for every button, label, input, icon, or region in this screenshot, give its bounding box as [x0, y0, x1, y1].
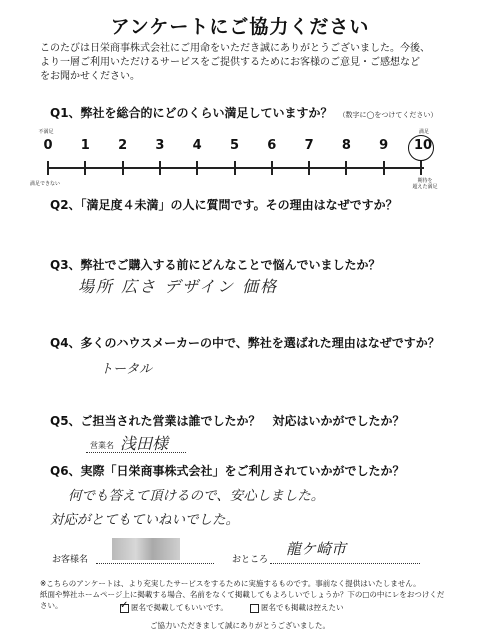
sales-rep-answer: 浅田様: [120, 434, 169, 453]
scale-number: 7: [304, 138, 314, 153]
consent-option-1[interactable]: [120, 602, 228, 613]
sales-rep-label: 営業名: [90, 441, 114, 450]
scale-number: 2: [118, 138, 128, 153]
scale-tick: [122, 161, 124, 175]
scale-number: 8: [341, 138, 351, 153]
question-3: Q3、弊社でご購入する前にどんなことで悩んでいましたか？: [50, 258, 381, 272]
question-1-text: Q1、弊社を総合的にどのくらい満足していますか？: [50, 106, 333, 120]
scale-number: 0: [43, 138, 53, 153]
scale-number: 10: [414, 138, 433, 153]
footer-note: [40, 578, 450, 611]
intro-line: このたびは日栄商事株式会社にご用命をいただき誠にありがとうございました。今後、: [40, 43, 430, 54]
question-1: [50, 104, 437, 121]
scale-number: 4: [192, 138, 202, 153]
page-title: アンケートにご協力ください: [110, 16, 370, 38]
question-6: Q6、実際「日栄商事株式会社」をご利用されていかがでしたか？: [50, 464, 405, 478]
question-1-note: （数字に◯をつけてください）: [338, 111, 438, 119]
footer-line: ※こちらのアンケートは、より充実したサービスをするために実施するものです。事前なく提供はいたしません。: [40, 579, 421, 588]
scale-left-bottom-label: 満足できない: [30, 181, 61, 187]
scale-tick: [383, 161, 385, 175]
selected-rating-circle: [408, 135, 434, 161]
consent-option-1-label: 匿名で掲載してもいいです。: [131, 603, 228, 612]
scale-line: [48, 167, 424, 169]
sales-rep-underline: [86, 452, 186, 453]
scale-number: 3: [155, 138, 165, 153]
scale-number: 5: [229, 138, 240, 153]
scale-number: 1: [80, 138, 90, 153]
footer-line: 紙面や弊社ホームページ上に掲載する場合、名前をなくて掲載してもよろしいでしょうか？下の□の中にレをおつけください。: [40, 590, 445, 610]
customer-name-redacted: [112, 538, 180, 560]
scale-left-top-label: 不満足: [38, 129, 54, 135]
question-2: Q2、「満足度４未満」の人に質問です。その理由はなぜですか？: [50, 198, 398, 212]
scale-right-bottom-line: 超えた満足: [412, 184, 438, 190]
consent-option-2-label: 匿名でも掲載は控えたい: [261, 603, 344, 612]
scale-tick: [345, 161, 347, 175]
intro-text: [40, 42, 452, 84]
customer-address-label: おところ: [232, 555, 269, 565]
customer-name-label: お客様名: [52, 555, 89, 565]
checkbox-checked-icon[interactable]: [120, 604, 129, 613]
customer-address-underline: [270, 563, 420, 564]
question-6-answer-line-1: 何でも答えて頂けるので、安心しました。: [68, 488, 325, 504]
question-6-answer-line-2: 対応がとてもていねいでした。: [50, 512, 239, 528]
scale-tick: [271, 161, 273, 175]
question-4-answer: トータル: [100, 362, 153, 377]
scale-tick: [420, 161, 422, 175]
scale-right-top-label: 満足: [418, 129, 429, 135]
scale-right-bottom-line: 期待を: [417, 178, 433, 184]
checkbox-empty-icon[interactable]: [250, 604, 259, 613]
scale-tick: [47, 161, 49, 175]
scale-tick: [308, 161, 310, 175]
customer-address-value: 龍ケ崎市: [286, 540, 347, 558]
intro-line: をお聞かせください。: [40, 71, 140, 82]
intro-line: より一層ご利用いただけるサービスをご提供するためにお客様のご意見・ご感想など: [40, 57, 420, 68]
consent-option-2[interactable]: [250, 602, 344, 613]
question-4: Q4、多くのハウスメーカーの中で、弊社を選ばれた理由はなぜですか？: [50, 336, 440, 350]
scale-number: 6: [267, 138, 277, 153]
customer-name-underline: [96, 563, 214, 564]
scale-tick: [196, 161, 198, 175]
scale-tick: [84, 161, 86, 175]
thanks-text: ご協力いただきまして誠にありがとうございました。: [150, 621, 330, 630]
scale-tick: [234, 161, 236, 175]
question-5: Q5、ご担当された営業は誰でしたか？ 対応はいかがでしたか？: [50, 414, 405, 428]
question-3-answer: 場所 広さ デザイン 価格: [78, 277, 279, 296]
scale-tick: [159, 161, 161, 175]
scale-right-bottom-label: [410, 178, 440, 190]
scale-number: 9: [379, 138, 389, 153]
